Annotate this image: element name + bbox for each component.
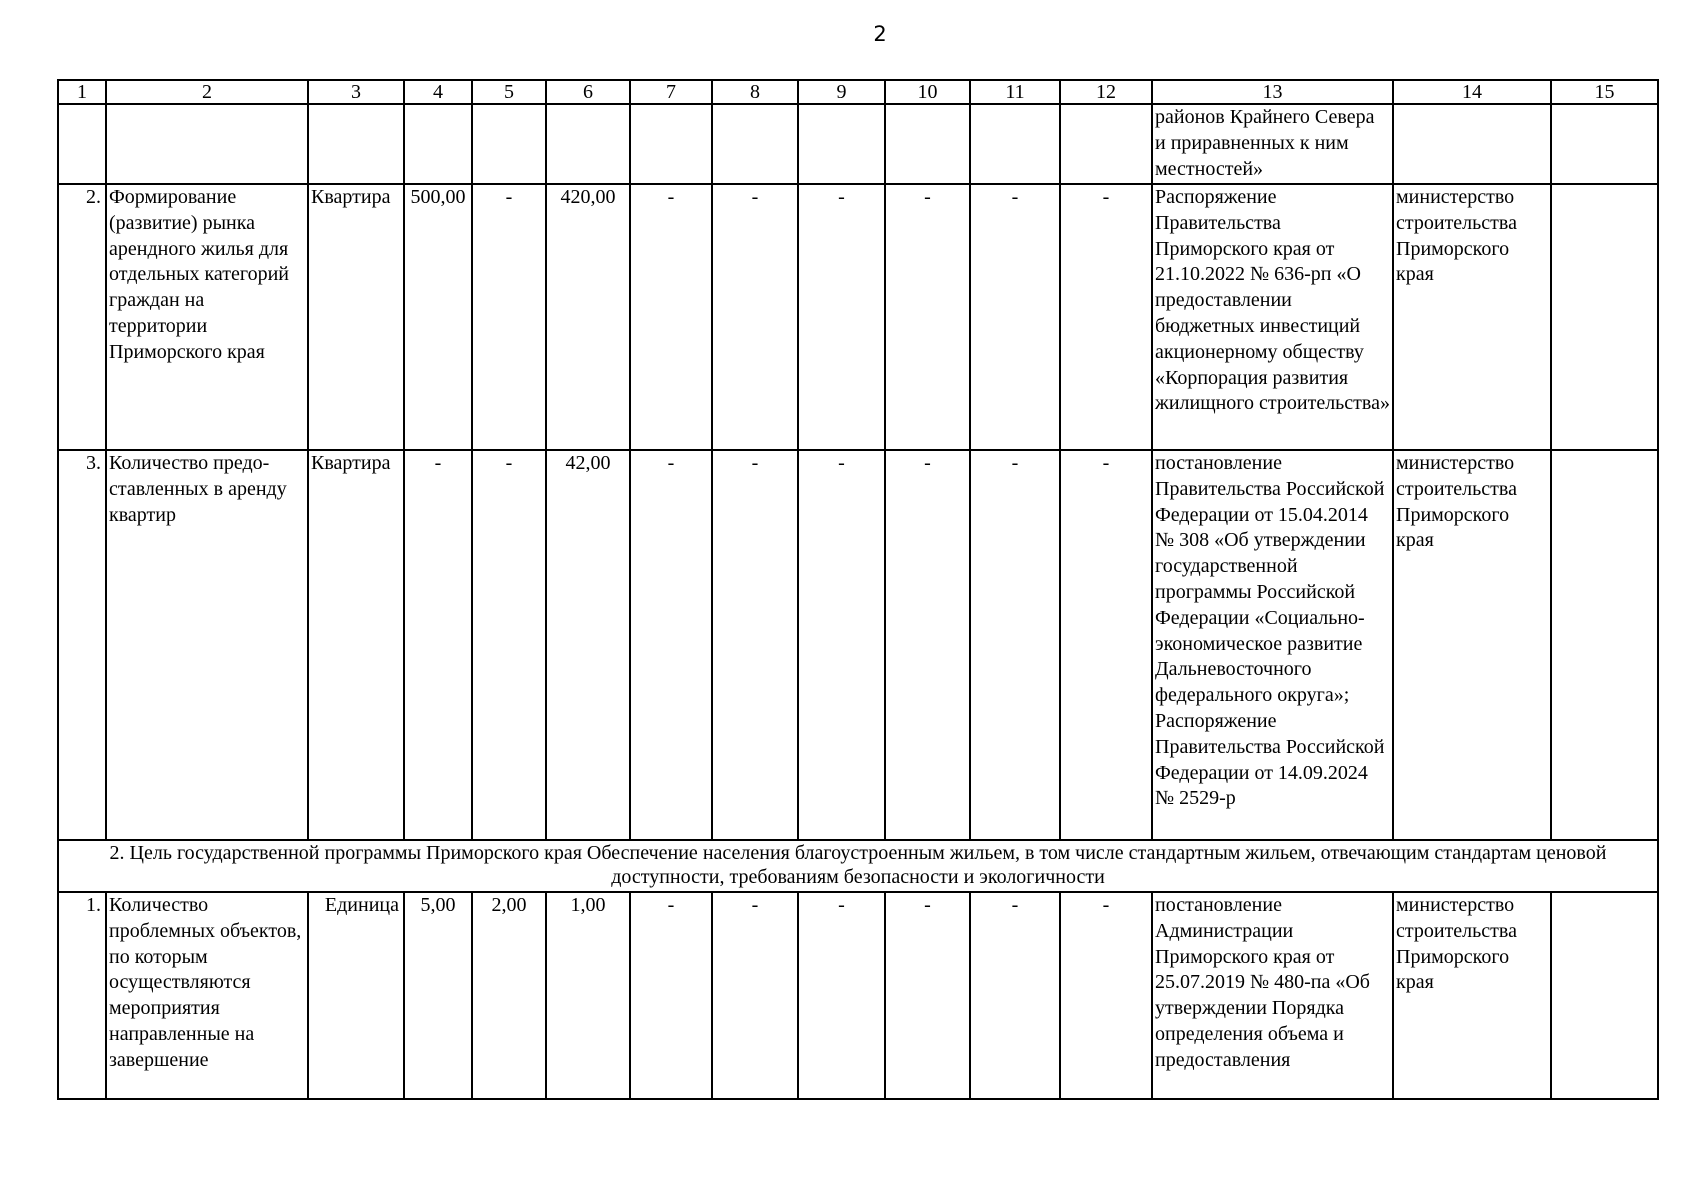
document-cell: постановление Администрации Приморского края от 25.07.2019 № 480-па «Об утверждении Порядка определения объема и предоставления [1152,892,1393,1099]
value-cell: - [798,184,885,450]
value-cell: 2,00 [472,892,546,1099]
row-number: 1. [58,892,106,1099]
value-cell: - [630,892,712,1099]
indicators-table [57,79,1659,1100]
indicator-name [106,104,308,184]
value-cell: - [798,450,885,840]
column-header: 12 [1060,80,1152,104]
indicator-name: Количество предо-ставленных в аренду квартир [106,450,308,840]
value-cell: - [798,892,885,1099]
empty-cell [1551,450,1658,840]
value-cell: - [404,450,472,840]
column-header: 2 [106,80,308,104]
value-cell: 42,00 [546,450,630,840]
document-cell: постановление Правительства Российской Федерации от 15.04.2014 № 308 «Об утверждении государственной программы Российской Федерации «Социально-экономическое развитие Дальневосточного федерального округа»; Распоряжение Правительства Российской Федерации от 14.09.2024 № 2529-р [1152,450,1393,840]
indicator-name: Количество проблемных объектов, по которым осуществляются мероприятия направленные на завершение [106,892,308,1099]
responsible-cell: министерство строительства Приморского края [1393,450,1551,840]
value-cell: 5,00 [404,892,472,1099]
column-header: 10 [885,80,970,104]
row-number: 2. [58,184,106,450]
value-cell: 420,00 [546,184,630,450]
table-row [58,184,1658,450]
value-cell [404,104,472,184]
column-header: 7 [630,80,712,104]
responsible-cell [1393,104,1551,184]
value-cell [546,104,630,184]
value-cell: - [630,450,712,840]
table-row [58,450,1658,840]
document-cell: Распоряжение Правительства Приморского края от 21.10.2022 № 636-рп «О предоставлении бюджетных инвестиций акционерному обществу «Корпорация развития жилищного строительства» [1152,184,1393,450]
row-number [58,104,106,184]
column-header: 6 [546,80,630,104]
value-cell [798,104,885,184]
value-cell [712,104,798,184]
row-number: 3. [58,450,106,840]
value-cell: 1,00 [546,892,630,1099]
column-header: 8 [712,80,798,104]
value-cell: - [1060,184,1152,450]
value-cell [1060,104,1152,184]
value-cell: - [472,450,546,840]
table-row [58,892,1658,1099]
responsible-cell: министерство строительства Приморского края [1393,892,1551,1099]
empty-cell [1551,104,1658,184]
indicator-name: Формирование (развитие) рынка арендного жилья для отдельных категорий граждан на территории Приморского края [106,184,308,450]
value-cell: - [885,892,970,1099]
column-header: 3 [308,80,404,104]
value-cell: - [970,892,1060,1099]
unit-cell: Квартира [308,450,404,840]
value-cell: - [712,450,798,840]
value-cell [472,104,546,184]
value-cell [970,104,1060,184]
unit-cell: Единица [308,892,404,1099]
goal-row [58,840,1658,892]
value-cell: - [1060,892,1152,1099]
header-row [58,80,1658,104]
value-cell: - [885,450,970,840]
goal-text: 2. Цель государственной программы Приморского края Обеспечение населения благоустроенным жильем, в том числе стандартным жильем, отвечающим стандартам ценовой доступности, требованиям безопасности и экологичности [58,840,1658,892]
column-header: 13 [1152,80,1393,104]
value-cell: - [1060,450,1152,840]
table-row [58,104,1658,184]
column-header: 9 [798,80,885,104]
column-header: 15 [1551,80,1658,104]
column-header: 1 [58,80,106,104]
value-cell: - [885,184,970,450]
value-cell: - [712,184,798,450]
value-cell: - [712,892,798,1099]
responsible-cell: министерство строительства Приморского края [1393,184,1551,450]
value-cell: - [970,450,1060,840]
page-number: 2 [873,22,887,46]
document-cell: районов Крайнего Севера и приравненных к ним местностей» [1152,104,1393,184]
value-cell [630,104,712,184]
column-header: 5 [472,80,546,104]
column-header: 4 [404,80,472,104]
value-cell [885,104,970,184]
value-cell: - [472,184,546,450]
unit-cell: Квартира [308,184,404,450]
value-cell: 500,00 [404,184,472,450]
column-header: 14 [1393,80,1551,104]
empty-cell [1551,184,1658,450]
column-header: 11 [970,80,1060,104]
value-cell: - [970,184,1060,450]
value-cell: - [630,184,712,450]
unit-cell [308,104,404,184]
empty-cell [1551,892,1658,1099]
